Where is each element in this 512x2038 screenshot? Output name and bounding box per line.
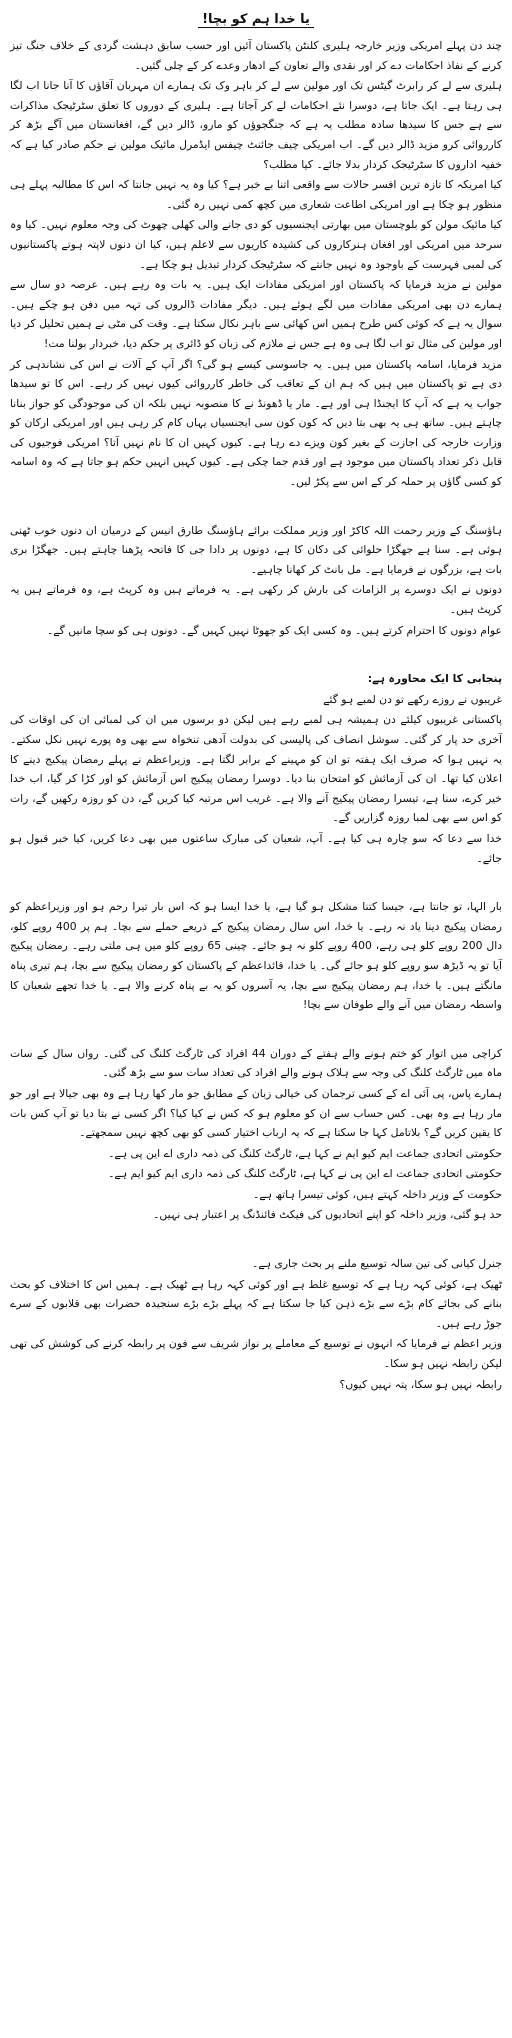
- paragraph: کیا مائیک مولن کو بلوچستان میں بھارتی ایجنسیوں کو دی جانے والی کھلی چھوٹ کی وجہ معلوم نہیں۔ کیا وہ سرحد میں امریکی اور افغان ہنرکاروں کی کشیدہ کاریوں سے لاعلم ہیں، کیا ان دنوں لاپتہ ہوتے پاکستانیوں کی لمبی فہرست کے باوجود وہ نہیں جانتے کہ سٹرٹیجک کردار تبدیل ہو چکا ہے۔: [10, 218, 502, 271]
- article-title: [10, 10, 502, 30]
- section-divider: [10, 1016, 502, 1038]
- paragraph: خدا سے دعا کہ سو چارہ ہی کیا ہے۔ آپ، شعبان کی مبارک ساعتوں میں بھی دعا کریں، کیا خبر قبول ہو جائے۔: [10, 831, 502, 865]
- paragraph: حد ہو گئی، وزیر داخلہ کو اپنے اتحادیوں کی فیکٹ فائنڈنگ پر اعتبار ہی نہیں۔: [153, 1208, 502, 1222]
- section-divider: [10, 1226, 502, 1248]
- section-punjabi-proverb: [10, 669, 502, 868]
- section-prayer: [10, 897, 502, 1015]
- paragraph: پنجابی کا ایک محاورہ ہے:: [367, 672, 502, 686]
- paragraph: ہمارے پاس، پی آئی اے کے کسی ترجمان کی خیالی زبان کے مطابق جو مار کھا رہا ہے وہ بھی جیالا ہے اور جو مار رہا ہے وہ بھی۔ کس حساب سے ان کو معلوم ہو کہ کس نے کیا کیا؟ اگر کسی نے بتا دیا تو آپ کس بات کا یقین کریں گے؟ بلاتامل کہا جا سکتا ہے کہ یہ ارباب اختیار کسی کو بھی کچھ نہیں سمجھتے۔: [10, 1086, 502, 1140]
- paragraph: غریبوں نے روزے رکھے تو دن لمبے ہو گئے: [323, 692, 502, 706]
- paragraph: مولین نے مزید فرمایا کہ پاکستان اور امریکی مفادات ایک ہیں۔ یہ بات وہ رہے ہیں۔ عرصہ دو سال سے ہمارے دن بھی امریکی مفادات میں لگے ہوئے ہیں۔ دیگر مفادات ڈالروں کی تہہ میں دفن ہو چکے ہیں۔ سوال یہ ہے کہ کوئی کس طرح ہمیں اس کھائی سے باہر نکال سکتا ہے۔ وقت کی مٹی نے ہمیں تحلیل کر دیا اور مولین کی مثال تو اب لگا ہی وہ ہے جس نے ملازم کی زبان کو ڈائری پر حکم دیا، خبردار بولنا مت!: [10, 278, 502, 350]
- section-kayani-extension: [10, 1254, 502, 1394]
- paragraph: رابطہ نہیں ہو سکا، پتہ نہیں کیوں؟: [339, 1377, 502, 1391]
- paragraph: مزید فرمایا، اسامہ پاکستان میں ہیں۔ یہ جاسوسی کیسے ہو گی؟ اگر آپ کے آلات نے اس کی نشاندہی کر دی ہے تو پاکستان میں ہیں کہ ہم ان کے تعاقب کی خاطر کارروائی کیوں نہیں کر رہے۔ اس کا تو سیدھا جواب یہ ہے کہ آپ کا ایجنڈا ہی اور ہے۔ مار یا ڈھونڈ نے کا منصوبہ نہیں بلکہ ان کی موجودگی کو جواز بنانا چاہتے ہیں۔ ساتھ ہی یہ بھی بتا دیں کہ کون کون سی ایجنسیاں یہاں کام کر رہی ہیں اور امریکی ارکان کو وزارت خارجہ کی اجازت کے بغیر کون ویزے دے رہا ہے۔ کیوں کہیں ان کا نام نہیں آتا؟ امریکی فوجیوں کی قابل ذکر تعداد پاکستان میں موجود ہے اور قدم جما چکی ہے۔ کیوں کہیں انہیں حکم ہو جاتا ہے کہ وہ اسامہ کو کسی گاؤں پر حملہ کر کے اس سے پکڑ لیں۔: [10, 357, 502, 489]
- paragraph: حکومت کے وزیر داخلہ کہتے ہیں، کوئی تیسرا ہاتھ ہے۔: [252, 1187, 502, 1201]
- section-divider: [10, 869, 502, 891]
- paragraph: ہاؤسنگ کے وزیر رحمت اللہ کاکڑ اور وزیر مملکت برائے ہاؤسنگ طارق انیس کے درمیان ان دنوں خوب ٹھنی ہوئی ہے۔ سنا ہے جھگڑا حلوائی کی دکان کا ہے، دونوں پر دادا جی کا فاتحہ پڑھنا چاہتے ہیں۔ جھگڑا بری بات ہے، بزرگوں نے فرمایا ہے۔ مل بانٹ کر کھانا چاہیے۔: [10, 523, 502, 576]
- section-karachi: [10, 1044, 502, 1225]
- paragraph: وزیر اعظم نے فرمایا کہ انہوں نے توسیع کے معاملے پر نواز شریف سے فون پر رابطہ کرنے کی کوشش کی تھی لیکن رابطہ نہیں ہو سکا۔: [10, 1337, 502, 1371]
- paragraph: حکومتی اتحادی جماعت اے این پی نے کہا ہے، ٹارگٹ کلنگ کی ذمہ داری ایم کیو ایم ہے۔: [108, 1167, 502, 1181]
- paragraph: بار الہا، تو جانتا ہے، جیسا کتنا مشکل ہو گیا ہے، یا خدا ایسا ہو کہ اس بار تیرا رحم ہو اور وزیراعظم کو رمضان پیکیج دینا یاد نہ رہے۔ یا خدا، اس سال رمضان پیکیج کے ذریعے حملے سے بچا۔ ہم پر 400 روپے کلو، دال 200 روپے کلو ہی رہے، 400 روپے کلو نہ ہو جائے۔ چینی 65 روپے کلو میں ہی ملتی رہے۔ رمضان پیکیج آیا تو یہ ڈیڑھ سو روپے کلو ہو جائے گی۔ یا خدا، قائداعظم کے پاکستان کو رمضان پیکیج سے بچا، ہم تیری پناہ مانگتے ہیں۔ یا خدا، ہم رمضان پیکیج سے بچا، یہ آسروں کو یہ بے پناہ کرنے والا ہے۔ یا خدا تجھے شعبان کا واسطہ رمضان میں آنے والے طوفان سے بچا!: [10, 900, 502, 1012]
- paragraph: ٹھیک ہے، کوئی کہہ رہا ہے کہ توسیع غلط ہے اور کوئی کہہ رہا ہے ٹھیک ہے۔ ہمیں اس کا اختلاف کو بحث بنانے کی بجائے کام بڑے سے بڑے ذہن کیا جا سکتا ہے کہ پہلے بڑے بڑے سنجیدہ حضرات بھی قلابوں کے سرے جوڑ رہے ہیں۔: [10, 1277, 502, 1330]
- paragraph: پاکستانی غریبوں کیلئے دن ہمیشہ ہی لمبے رہے ہیں لیکن دو برسوں میں ان کی لمبائی ان کی اوقات کی آخری حد پار کر گئی۔ سوشل انصاف کی پالیسی کی بدولت آدھی تنخواہ سے بھی وہ پورے نہیں نکل سکتے۔ یہ نہیں ہوا کہ صرف ایک ہفتہ تو ان کو مہینے کے برابر لگتا ہے۔ وزیراعظم نے پہلے رمضان پیکیج دینے کا اعلان کیا تھا۔ ان کی آزمائش کو امتحان بنا دیا۔ دوسرا رمضان پیکیج اس آزمائش کو اور کڑا کر گیا، اب خدا خیر کرے، سنا ہے، تیسرا رمضان پیکیج آنے والا ہے۔ غریب اس مرتبہ کیا کریں گے، دن کو روزہ رکھیں گے، رات کو اس سے بھی لمبا روزہ گزاریں گے۔: [10, 713, 502, 825]
- paragraph: کراچی میں اتوار کو ختم ہونے والے ہفتے کے دوران 44 افراد کی ٹارگٹ کلنگ کی گئی۔ رواں سال کے سات ماہ میں ٹارگٹ کلنگ کی وجہ سے ہلاک ہونے والے افراد کی تعداد سات سو سے بڑھ گئی۔: [10, 1046, 502, 1080]
- section-divider: [10, 493, 502, 515]
- paragraph: ہلیری سے لے کر رابرٹ گیٹس تک اور مولین سے لے کر باہر وک تک ہمارے ان مہربان آقاؤں کا آنا جانا اب لگا ہی رہتا ہے۔ ایک جاتا ہے، دوسرا نئے احکامات لے کر آجاتا ہے۔ ہلیری کے دوروں کا تعلق سٹرٹیجک مذاکرات سے ہے جس کا سیدھا سادہ مطلب یہ ہے کہ جنگجوؤں کو مارو، ڈالر دیں گے، افغانستان میں آگے بڑھ کر کارروائی کرو مزید ڈالر دیں گے۔ اب امریکی چیف جائنٹ چیفس ایڈمرل مائیک مولین نے حکم صادر کیا ہے کہ خفیہ اداروں کا سٹرٹیجک کردار بدلا جائے۔ کیا مطلب؟: [10, 79, 502, 171]
- paragraph: دونوں نے ایک دوسرے پر الزامات کی بارش کر رکھی ہے۔ یہ فرماتے ہیں وہ کرپٹ ہے، وہ فرماتے ہیں یہ کرپٹ ہیں۔: [10, 583, 502, 617]
- paragraph: چند دن پہلے امریکی وزیر خارجہ ہلیری کلنٹن پاکستان آئیں اور حسب سابق دہشت گردی کے خلاف جنگ تیز کرنے کے نفاذ احکامات دے کر اور نقدی والے تعاون کے ادھار وعدے کر کے چلی گئیں۔: [10, 39, 502, 72]
- section-us-officials: [10, 36, 502, 492]
- article-title-text: یا خدا ہم کو بچا!: [198, 12, 314, 28]
- paragraph: کیا امریکہ کا تازہ ترین افسر حالات سے واقعی اتنا بے خبر ہے؟ کیا وہ یہ نہیں جانتا کہ اس کا مطالبہ پہلے ہی منظور ہو چکا ہے اور امریکی اطاعت شعاری میں کچھ کمی نہیں رہ گئی۔: [10, 178, 502, 211]
- paragraph: جنرل کیانی کی تین سالہ توسیع ملنے پر بحث جاری ہے۔: [251, 1257, 502, 1271]
- paragraph: عوام دونوں کا احترام کرتے ہیں۔ وہ کسی ایک کو جھوٹا نہیں کہیں گے۔ دونوں ہی کو سچا مانیں گے۔: [46, 623, 502, 637]
- paragraph: حکومتی اتحادی جماعت ایم کیو ایم نے کہا ہے، ٹارگٹ کلنگ کی ذمہ داری اے این پی ہے۔: [108, 1146, 502, 1160]
- section-divider: [10, 641, 502, 663]
- section-housing-ministers: [10, 521, 502, 641]
